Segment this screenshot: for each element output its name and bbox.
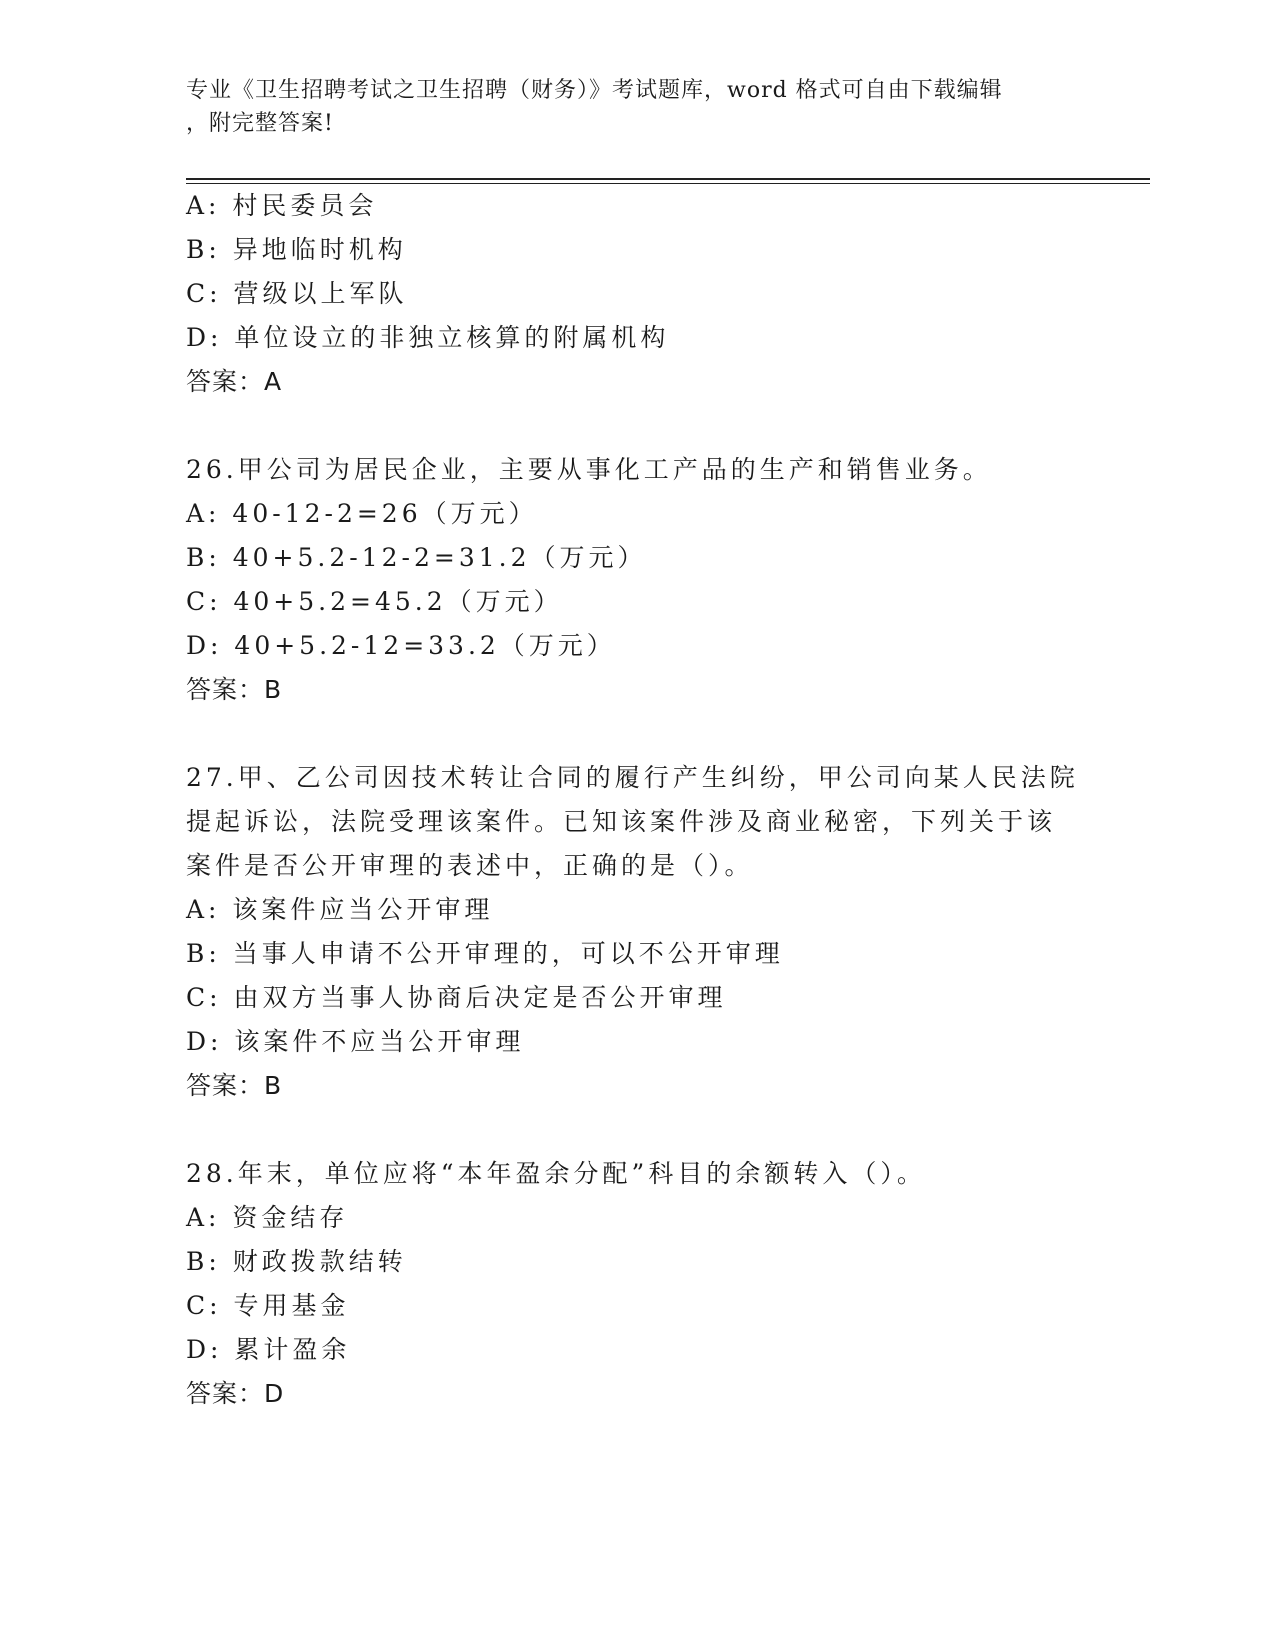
q25-option-d: D: 单位设立的非独立核算的附属机构	[186, 323, 670, 352]
q27-stem-line-3: 案件是否公开审理的表述中，正确的是（）。	[186, 851, 754, 880]
header-line-1: 专业《卫生招聘考试之卫生招聘（财务）》考试题库，word 格式可自由下载编辑	[186, 78, 1003, 103]
document-header	[186, 74, 1066, 140]
q25-option-a: A: 村民委员会	[186, 191, 378, 220]
q27-option-b: B: 当事人申请不公开审理的，可以不公开审理	[186, 939, 784, 968]
q27-option-d: D: 该案件不应当公开审理	[186, 1027, 525, 1056]
q27-stem-line-2: 提起诉讼，法院受理该案件。已知该案件涉及商业秘密，下列关于该	[186, 807, 1057, 836]
header-rule-thick	[186, 178, 1150, 180]
q28-option-c: C: 专用基金	[186, 1291, 350, 1320]
q25-answer: 答案：A	[186, 367, 283, 396]
q25-option-b: B: 异地临时机构	[186, 235, 407, 264]
q27-option-a: A: 该案件应当公开审理	[186, 895, 494, 924]
q26-answer: 答案：B	[186, 675, 283, 704]
q26-option-b: B: 40+5.2-12-2=31.2（万元）	[186, 543, 647, 572]
q26-option-c: C: 40+5.2=45.2（万元）	[186, 587, 563, 616]
q27-option-c: C: 由双方当事人协商后决定是否公开审理	[186, 983, 727, 1012]
q26-stem: 26.甲公司为居民企业，主要从事化工产品的生产和销售业务。	[186, 455, 992, 484]
q26-option-a: A: 40-12-2=26（万元）	[186, 499, 538, 528]
q28-option-d: D: 累计盈余	[186, 1335, 351, 1364]
header-line-2: ，附完整答案!	[186, 111, 334, 136]
header-rule-thin	[186, 183, 1150, 184]
q28-option-a: A: 资金结存	[186, 1203, 349, 1232]
q28-option-b: B: 财政拨款结转	[186, 1247, 407, 1276]
q25-option-c: C: 营级以上军队	[186, 279, 408, 308]
q27-answer: 答案：B	[186, 1071, 283, 1100]
q27-stem-line-1: 27.甲、乙公司因技术转让合同的履行产生纠纷，甲公司向某人民法院	[186, 763, 1079, 792]
q28-stem: 28.年末，单位应将“本年盈余分配”科目的余额转入（）。	[186, 1159, 926, 1188]
q26-option-d: D: 40+5.2-12=33.2（万元）	[186, 631, 616, 660]
q28-answer: 答案：D	[186, 1379, 285, 1408]
